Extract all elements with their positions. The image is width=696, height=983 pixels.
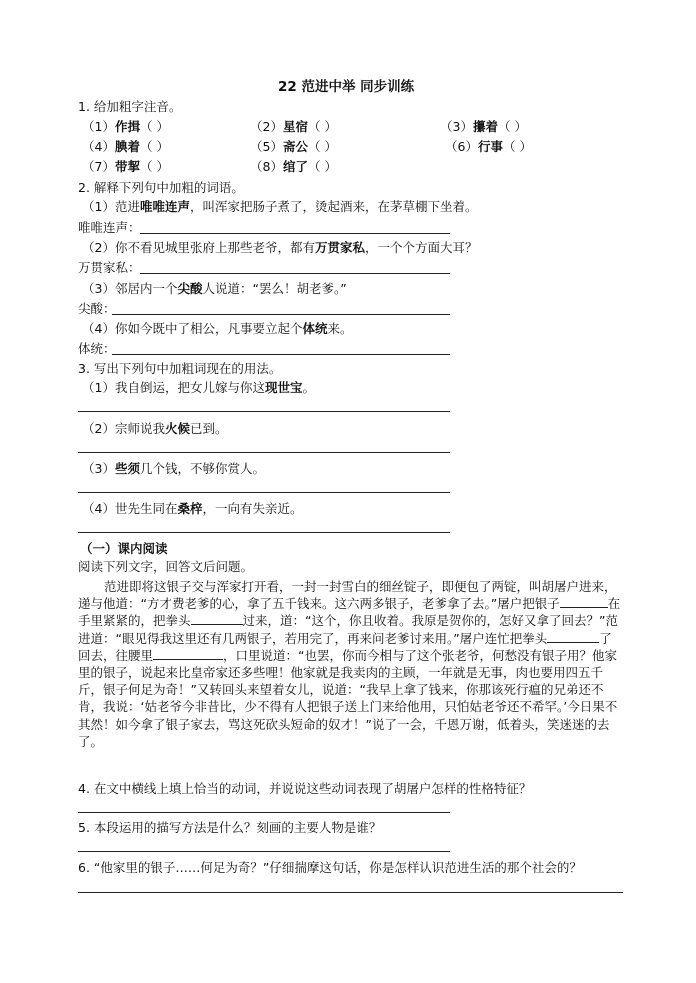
q1-item-1: （1）作揖（ ） bbox=[82, 119, 169, 134]
q2-term-2: 万贯家私： bbox=[78, 260, 141, 275]
q2-term-1: 唯唯连声： bbox=[78, 220, 141, 235]
q1-item-5: （5）斋公（ ） bbox=[250, 139, 337, 154]
answer-line[interactable] bbox=[78, 812, 450, 813]
answer-blank[interactable] bbox=[112, 354, 450, 355]
q2-sentence-2: （2）你不看见城里张府上那些老爷，都有万贯家私，一个个方面大耳？ bbox=[82, 240, 478, 255]
answer-line[interactable] bbox=[78, 851, 450, 852]
q1-heading: 1. 给加粗字注音。 bbox=[78, 99, 182, 114]
reading-instruction: 阅读下列文字，回答文后问题。 bbox=[78, 559, 254, 574]
passage-blank-1[interactable] bbox=[560, 595, 608, 608]
q4-question: 4. 在文中横线上填上恰当的动词，并说说这些动词表现了胡屠户怎样的性格特征？ bbox=[78, 781, 532, 796]
answer-blank[interactable] bbox=[112, 314, 450, 315]
q2-sentence-4: （4）你如今既中了相公，凡事要立起个体统来。 bbox=[82, 321, 353, 336]
answer-line[interactable] bbox=[78, 532, 450, 533]
answer-line[interactable] bbox=[78, 452, 450, 453]
q6-question: 6. “他家里的银子……何足为奇？”仔细揣摩这句话，你是怎样认识范进生活的那个社会的？ bbox=[78, 860, 582, 875]
q2-sentence-3: （3）邻居内一个尖酸人说道：“罢么！胡老爹。” bbox=[82, 281, 347, 296]
q3-sentence-4: （4）世先生同在桑梓，一向有失亲近。 bbox=[82, 501, 303, 516]
q3-heading: 3. 写出下列句中加粗词现在的用法。 bbox=[78, 361, 282, 376]
answer-blank[interactable] bbox=[140, 233, 450, 234]
answer-line[interactable] bbox=[78, 411, 450, 412]
q3-sentence-3: （3）些须几个钱，不够你赏人。 bbox=[82, 461, 265, 476]
reading-section-heading: （一）课内阅读 bbox=[80, 541, 168, 556]
passage-blank-4[interactable] bbox=[153, 647, 223, 660]
q1-item-3: （3）攥着（ ） bbox=[440, 119, 527, 134]
q2-term-3: 尖酸： bbox=[78, 301, 116, 316]
q1-item-7: （7）带挈（ ） bbox=[82, 159, 169, 174]
q1-item-6: （6）行事（ ） bbox=[445, 139, 532, 154]
q2-term-4: 体统： bbox=[78, 341, 116, 356]
page-title: 22 范进中举 同步训练 bbox=[278, 79, 415, 95]
q3-sentence-2: （2）宗师说我火候已到。 bbox=[82, 421, 228, 436]
q3-sentence-1: （1）我自倒运，把女儿嫁与你这现世宝。 bbox=[82, 380, 315, 395]
q5-question: 5. 本段运用的描写方法是什么？刻画的主要人物是谁？ bbox=[78, 820, 382, 835]
answer-blank[interactable] bbox=[140, 273, 450, 274]
q1-item-4: （4）腆着（ ） bbox=[82, 139, 169, 154]
q2-sentence-1: （1）范进唯唯连声，叫浑家把肠子煮了，烫起酒来，在茅草棚下坐着。 bbox=[82, 199, 478, 214]
reading-passage: 范进即将这银子交与浑家打开看，一封一封雪白的细丝锭子，即便包了两锭，叫胡屠户进来，递与他道：“方才费老爹的心，拿了五千钱来。这六两多银子，老爹拿了去。”屠户把银子 在手里紧紧的，把拳头 过来，道：“这个，你且收着。我原是贺你的，怎好又拿了回去？”范进道：“眼见得我这里还有几两银子，若用完了，再来问老爹讨来用。”屠户连忙把拳头 了回去，往腰里 ，口里说道：“也罢，你而今相与了这个张老爷，何愁没有银子用？他家里的银子，说起来比皇帝家还多些哩！他家就是我卖肉的主顾，一年就是无事，肉也要用四五千斤，银子何足为奇！”又转回头来望着女儿，说道：“我早上拿了钱来，你那该死行瘟的兄弟还不肯，我说：‘姑老爷今非昔比，少不得有人把银子送上门来给他用，只怕姑老爷还不希罕。’今日果不其然！如今拿了银子家去，骂这死砍头短命的奴才！”说了一会，千恩万谢，低着头，笑迷迷的去了。 bbox=[78, 579, 621, 749]
answer-line[interactable] bbox=[78, 892, 623, 893]
q1-item-8: （8）绾了（ ） bbox=[250, 159, 337, 174]
passage-blank-3[interactable] bbox=[547, 630, 599, 643]
passage-blank-2[interactable] bbox=[191, 612, 243, 625]
q1-item-2: （2）星宿（ ） bbox=[250, 119, 337, 134]
answer-line[interactable] bbox=[78, 492, 450, 493]
q2-heading: 2. 解释下列句中加粗的词语。 bbox=[78, 180, 244, 195]
